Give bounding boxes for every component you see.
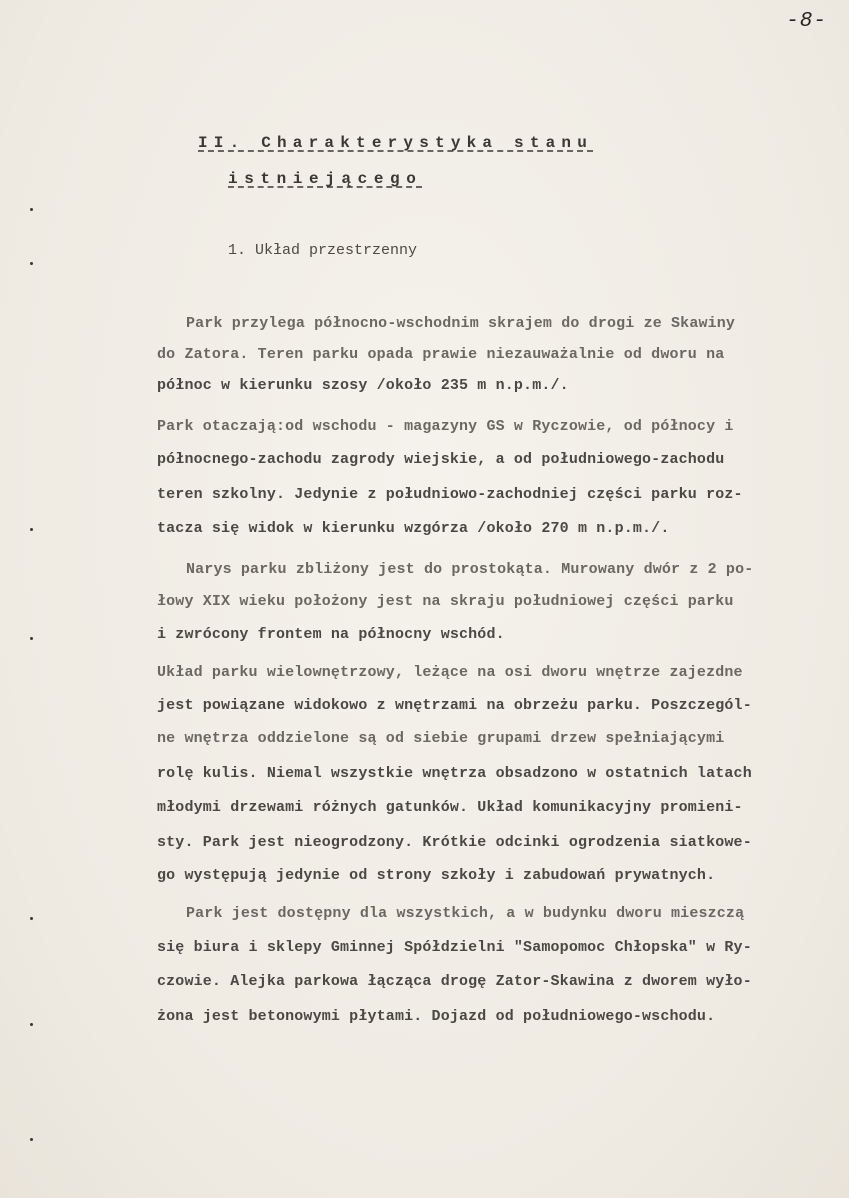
text-line: Układ parku wielownętrzowy, leżące na osi dworu wnętrze zajezdne [157, 664, 743, 681]
text-line: północ w kierunku szosy /około 235 m n.p.m./. [157, 377, 569, 394]
text-line: i zwrócony frontem na północny wschód. [157, 626, 505, 643]
page-number: -8- [786, 10, 827, 33]
chapter-heading-line-1: II. Charakterystyka stanu [198, 134, 594, 152]
text-line: Park przylega północno-wschodnim skrajem do drogi ze Skawiny [186, 315, 736, 332]
text-line: sty. Park jest nieogrodzony. Krótkie odcinki ogrodzenia siatkowe- [157, 834, 752, 851]
chapter-heading-line-2: istniejącego [228, 170, 423, 188]
text-line: północnego-zachodu zagrody wiejskie, a od południowego-zachodu [157, 451, 725, 468]
binder-mark [30, 262, 33, 265]
text-line: łowy XIX wieku położony jest na skraju południowej części parku [157, 593, 734, 610]
text-line: Park jest dostępny dla wszystkich, a w budynku dworu mieszczą [186, 905, 745, 922]
text-line: tacza się widok w kierunku wzgórza /około 270 m n.p.m./. [157, 520, 670, 537]
text-line: rolę kulis. Niemal wszystkie wnętrza obsadzono w ostatnich latach [157, 765, 752, 782]
section-title: 1. Układ przestrzenny [228, 242, 418, 259]
text-line: jest powiązane widokowo z wnętrzami na obrzeżu parku. Poszczegól- [157, 697, 752, 714]
binder-mark [30, 637, 33, 640]
text-line: do Zatora. Teren parku opada prawie niezauważalnie od dworu na [157, 346, 725, 363]
text-line: się biura i sklepy Gminnej Spółdzielni "Samopomoc Chłopska" w Ry- [157, 939, 752, 956]
text-line: Narys parku zbliżony jest do prostokąta. Murowany dwór z 2 po- [186, 561, 754, 578]
binder-mark [30, 1138, 33, 1141]
text-line: Park otaczają:od wschodu - magazyny GS w Ryczowie, od północy i [157, 418, 734, 435]
binder-mark [30, 917, 33, 920]
binder-mark [30, 1023, 33, 1026]
text-line: młodymi drzewami różnych gatunków. Układ komunikacyjny promieni- [157, 799, 743, 816]
text-line: żona jest betonowymi płytami. Dojazd od południowego-wschodu. [157, 1008, 716, 1025]
binder-mark [30, 208, 33, 211]
text-line: teren szkolny. Jedynie z południowo-zachodniej części parku roz- [157, 486, 743, 503]
text-line: ne wnętrza oddzielone są od siebie grupami drzew spełniającymi [157, 730, 725, 747]
binder-mark [30, 528, 33, 531]
text-line: czowie. Alejka parkowa łącząca drogę Zator-Skawina z dworem wyło- [157, 973, 752, 990]
text-line: go występują jedynie od strony szkoły i zabudowań prywatnych. [157, 867, 716, 884]
